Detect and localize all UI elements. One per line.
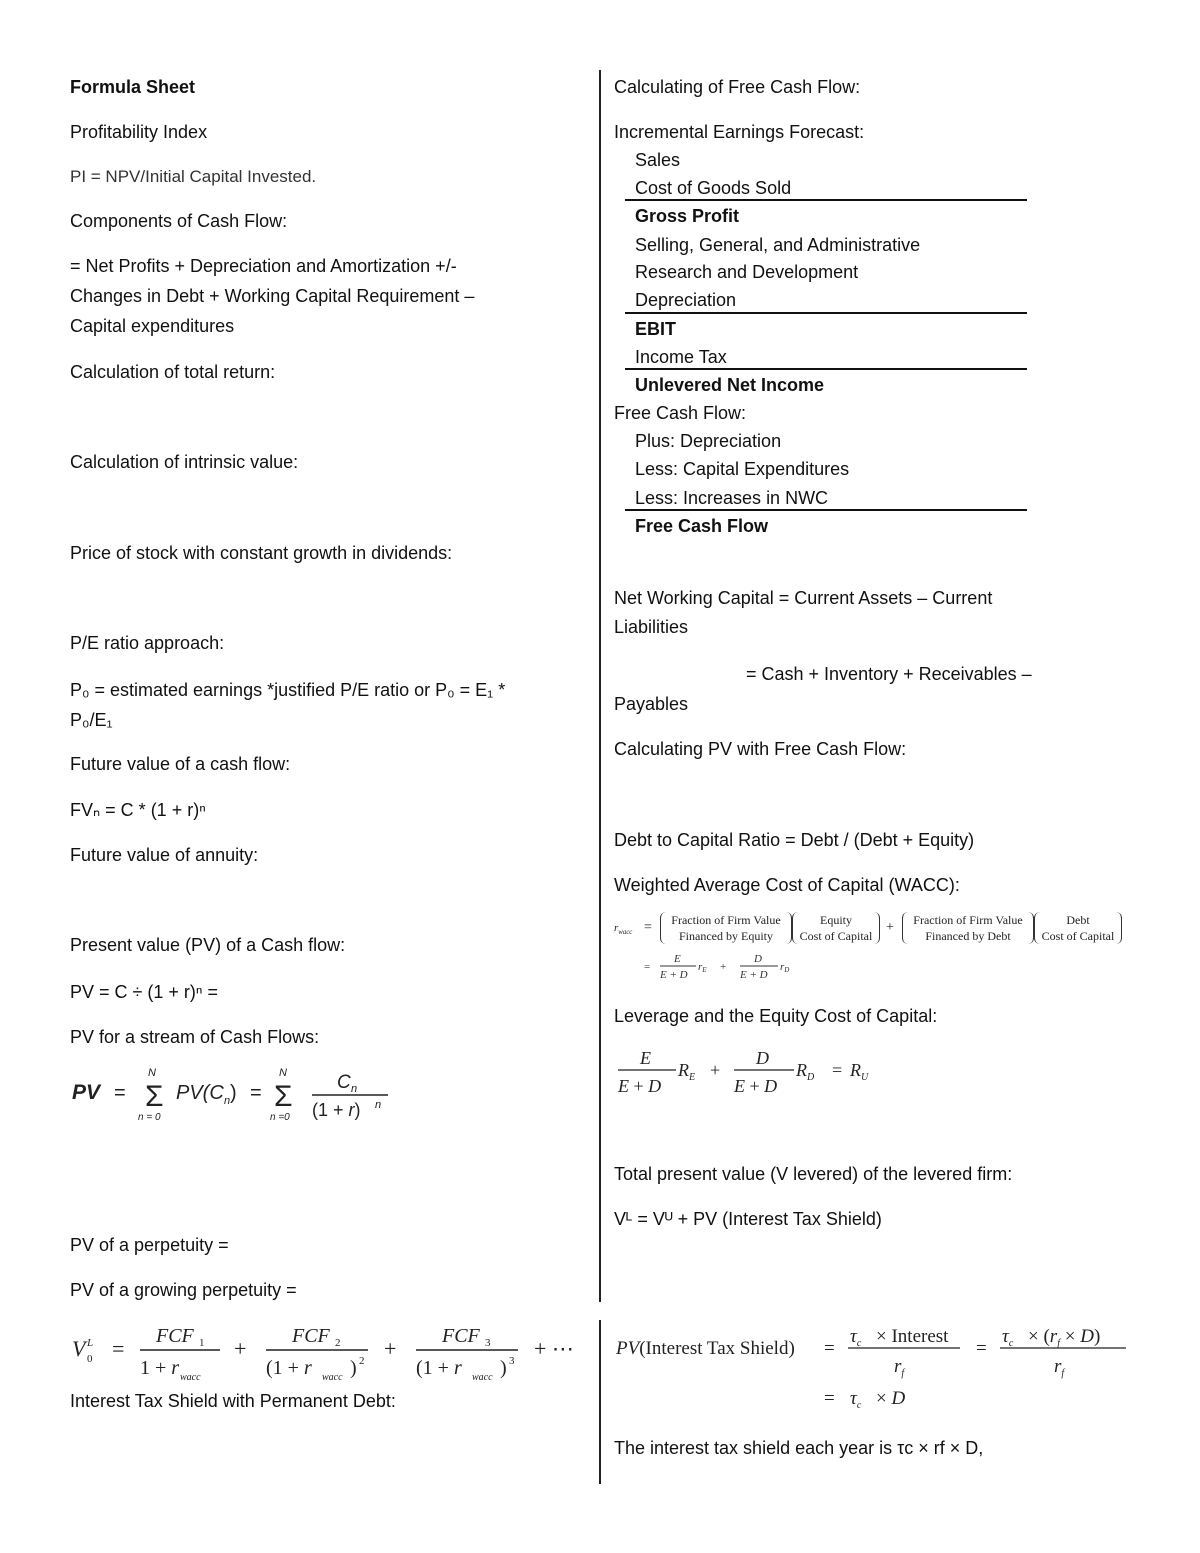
fv-annuity-heading: Future value of annuity: xyxy=(70,845,259,865)
wacc-bracket-equity-fraction xyxy=(660,912,792,944)
svg-text:rD: rD xyxy=(780,961,790,974)
row-plus-depreciation: Plus: Depreciation xyxy=(635,431,782,451)
leverage-equation xyxy=(614,1044,894,1100)
svg-text:PV(C: PV(C xyxy=(176,1082,224,1104)
nwc-line-1: Net Working Capital = Current Assets – Current xyxy=(614,588,993,608)
svg-text:Σ: Σ xyxy=(274,1080,293,1113)
svg-text:wacc: wacc xyxy=(322,1372,343,1383)
svg-text:+: + xyxy=(234,1336,247,1361)
rule-line xyxy=(625,368,1027,370)
svg-text:(1 + r): (1 + r) xyxy=(312,1100,361,1120)
rule-line xyxy=(625,312,1027,314)
svg-text:D: D xyxy=(754,953,762,965)
svg-text:1 + r: 1 + r xyxy=(140,1357,180,1379)
constant-growth-heading: Price of stock with constant growth in dividends: xyxy=(70,543,453,563)
svg-text:wacc: wacc xyxy=(180,1372,201,1383)
components-line-1: = Net Profits + Depreciation and Amortization +/- xyxy=(70,256,457,276)
interest-tax-shield-heading: Interest Tax Shield with Permanent Debt: xyxy=(70,1391,396,1411)
svg-text:τc: $\tau_c$ xyxy=(850,1388,862,1411)
plus-sign: + xyxy=(886,920,894,935)
svg-text:RD: $R_D$ xyxy=(796,1060,815,1083)
svg-text:τc: $\tau_c$ xyxy=(850,1326,862,1349)
svg-text:L: L xyxy=(87,1337,94,1349)
svg-text:V: V xyxy=(72,1336,86,1361)
incremental-earnings-heading: Incremental Earnings Forecast: xyxy=(614,122,865,142)
wacc-bracket-equity-cost xyxy=(792,912,880,944)
row-gross-profit: Gross Profit xyxy=(635,206,740,226)
svg-text:(1 + r: (1 + r xyxy=(266,1357,312,1379)
wacc-text: Cost of Capital xyxy=(799,929,873,943)
rule-line xyxy=(625,509,1027,511)
components-line-3: Capital expenditures xyxy=(70,316,235,336)
total-return-heading: Calculation of total return: xyxy=(70,362,276,382)
row-rnd: Research and Development xyxy=(635,262,859,282)
column-divider-top xyxy=(599,70,601,1302)
pe-line-2: P₀/E₁ xyxy=(70,710,113,730)
svg-text:(1 + r: (1 + r xyxy=(416,1357,462,1379)
svg-text:FCF: FCF xyxy=(156,1325,194,1347)
row-sales: Sales xyxy=(635,150,681,170)
svg-text:× Interest: × Interest xyxy=(876,1326,949,1347)
intrinsic-value-heading: Calculation of intrinsic value: xyxy=(70,452,299,472)
row-less-nwc: Less: Increases in NWC xyxy=(635,488,829,508)
svg-text:× D: × D xyxy=(876,1388,906,1409)
svg-text:=: = xyxy=(976,1338,987,1359)
svg-text:E: E xyxy=(674,953,681,965)
fv-heading: Future value of a cash flow: xyxy=(70,754,291,774)
vl-formula: Vᴸ = Vᵁ + PV (Interest Tax Shield) xyxy=(614,1209,882,1229)
svg-text:0: 0 xyxy=(87,1353,93,1365)
levered-value-equation xyxy=(70,1318,590,1388)
nwc-line-2: Liabilities xyxy=(614,617,689,637)
svg-text:E: E xyxy=(640,1048,651,1068)
pv-heading: Present value (PV) of a Cash flow: xyxy=(70,935,346,955)
svg-text:): ) xyxy=(230,1082,237,1104)
pv-stream-equation xyxy=(72,1064,402,1124)
row-income-tax: Income Tax xyxy=(635,347,727,367)
pv-tax-shield-equation xyxy=(614,1320,1134,1412)
components-heading: Components of Cash Flow: xyxy=(70,211,288,231)
svg-text:FCF: FCF xyxy=(292,1325,330,1347)
svg-text:E + D: E + D xyxy=(660,969,688,981)
svg-text:rf: $r_f$ xyxy=(1054,1356,1065,1379)
pe-line-1: P₀ = estimated earnings *justified P/E ratio or P₀ = E₁ * xyxy=(70,680,506,700)
pv-perpetuity-heading: PV of a perpetuity = xyxy=(70,1235,229,1255)
wacc-text: Fraction of Firm Value xyxy=(913,913,1023,927)
svg-text:+: + xyxy=(720,961,727,973)
svg-text:n = 0: n = 0 xyxy=(138,1112,161,1123)
svg-text:1: 1 xyxy=(199,1337,205,1349)
svg-text:wacc: wacc xyxy=(472,1372,493,1383)
profitability-index-heading: Profitability Index xyxy=(70,122,208,142)
svg-text:E + D: E + D xyxy=(740,969,768,981)
svg-text:n =0: n =0 xyxy=(270,1112,290,1123)
svg-text:C: C xyxy=(337,1072,351,1093)
wacc-text: Financed by Debt xyxy=(925,929,1011,943)
total-pv-heading: Total present value (V levered) of the levered firm: xyxy=(614,1164,1013,1184)
svg-text:PV: PV xyxy=(72,1081,101,1104)
svg-text:× (rf × D): × $(r_f \times D)$ xyxy=(1028,1326,1101,1349)
svg-text:Σ: Σ xyxy=(145,1080,164,1113)
fcf-subheading: Free Cash Flow: xyxy=(614,403,747,423)
wacc-equation xyxy=(614,910,1134,988)
wacc-weighted-terms xyxy=(644,952,844,986)
wacc-text: Financed by Equity xyxy=(679,929,773,943)
wacc-text: Equity xyxy=(820,913,852,927)
r-wacc-symbol: $r_{wacc}$ xyxy=(614,922,633,937)
svg-text:E + D: E + D xyxy=(734,1076,778,1096)
debt-capital-ratio: Debt to Capital Ratio = Debt / (Debt + Equity) xyxy=(614,830,975,850)
pv-growing-perpetuity-heading: PV of a growing perpetuity = xyxy=(70,1280,297,1300)
svg-text:τc: $\tau_c$ xyxy=(1002,1326,1014,1349)
row-cogs: Cost of Goods Sold xyxy=(635,178,792,198)
page-title: Formula Sheet xyxy=(70,77,196,97)
wacc-text: Fraction of Firm Value xyxy=(671,913,781,927)
fv-formula: FVₙ = C * (1 + r)ⁿ xyxy=(70,800,206,820)
wacc-bracket-debt-fraction xyxy=(902,912,1034,944)
row-sga: Selling, General, and Administrative xyxy=(635,235,921,255)
equals-sign: = xyxy=(644,920,652,935)
components-line-2: Changes in Debt + Working Capital Requirement – xyxy=(70,286,475,306)
row-free-cash-flow: Free Cash Flow xyxy=(635,516,769,536)
svg-text:3: 3 xyxy=(509,1355,515,1367)
svg-text:PV(Interest Tax Shield): PV(Interest Tax Shield) xyxy=(616,1338,795,1359)
svg-text:n: n xyxy=(224,1095,231,1107)
svg-text:=: = xyxy=(644,961,651,973)
pv-fcf-heading: Calculating PV with Free Cash Flow: xyxy=(614,739,907,759)
svg-text:=: = xyxy=(832,1060,843,1080)
nwc-line-3: = Cash + Inventory + Receivables – xyxy=(746,664,1032,684)
wacc-text: Debt xyxy=(1066,913,1090,927)
svg-text:2: 2 xyxy=(335,1337,341,1349)
svg-text:+ ⋯: + ⋯ xyxy=(534,1336,574,1361)
svg-text:rE: rE xyxy=(698,961,707,974)
svg-text:E + D: E + D xyxy=(618,1076,662,1096)
wacc-bracket-debt-cost xyxy=(1034,912,1122,944)
svg-text:n: n xyxy=(375,1099,382,1111)
svg-text:N: N xyxy=(279,1067,287,1079)
row-depreciation: Depreciation xyxy=(635,290,737,310)
svg-text:+: + xyxy=(384,1336,397,1361)
pi-formula: PI = NPV/Initial Capital Invested. xyxy=(70,167,317,186)
pe-heading: P/E ratio approach: xyxy=(70,633,225,653)
svg-text:=: = xyxy=(824,1388,835,1409)
leverage-heading: Leverage and the Equity Cost of Capital: xyxy=(614,1006,938,1026)
svg-text:D: D xyxy=(756,1048,769,1068)
svg-text:3: 3 xyxy=(485,1337,491,1349)
pv-stream-heading: PV for a stream of Cash Flows: xyxy=(70,1027,320,1047)
svg-text:N: N xyxy=(148,1067,156,1079)
tax-shield-each-year: The interest tax shield each year is τc × rf × D, xyxy=(614,1438,984,1458)
svg-text:+: + xyxy=(710,1060,721,1080)
svg-text:RU: $R_U$ xyxy=(850,1060,869,1083)
row-less-capex: Less: Capital Expenditures xyxy=(635,459,850,479)
svg-text:=: = xyxy=(114,1082,126,1104)
wacc-text: Cost of Capital xyxy=(1041,929,1115,943)
rule-line xyxy=(625,199,1027,201)
svg-text:FCF: FCF xyxy=(442,1325,480,1347)
svg-text:=: = xyxy=(824,1338,835,1359)
svg-text:=: = xyxy=(250,1082,262,1104)
fcf-heading: Calculating of Free Cash Flow: xyxy=(614,77,861,97)
column-divider-bottom xyxy=(599,1320,601,1484)
nwc-line-4: Payables xyxy=(614,694,689,714)
pv-formula: PV = C ÷ (1 + r)ⁿ = xyxy=(70,982,218,1002)
svg-text:2: 2 xyxy=(359,1355,365,1367)
svg-text:n: n xyxy=(351,1083,358,1095)
row-unlevered-net-income: Unlevered Net Income xyxy=(635,375,825,395)
svg-text:): ) xyxy=(350,1357,357,1379)
svg-text:=: = xyxy=(112,1336,125,1361)
row-ebit: EBIT xyxy=(635,319,677,339)
svg-text:): ) xyxy=(500,1357,507,1379)
wacc-heading: Weighted Average Cost of Capital (WACC): xyxy=(614,875,960,895)
svg-text:RE: $R_E$ xyxy=(678,1060,696,1083)
svg-text:rf: $r_f$ xyxy=(894,1356,905,1379)
